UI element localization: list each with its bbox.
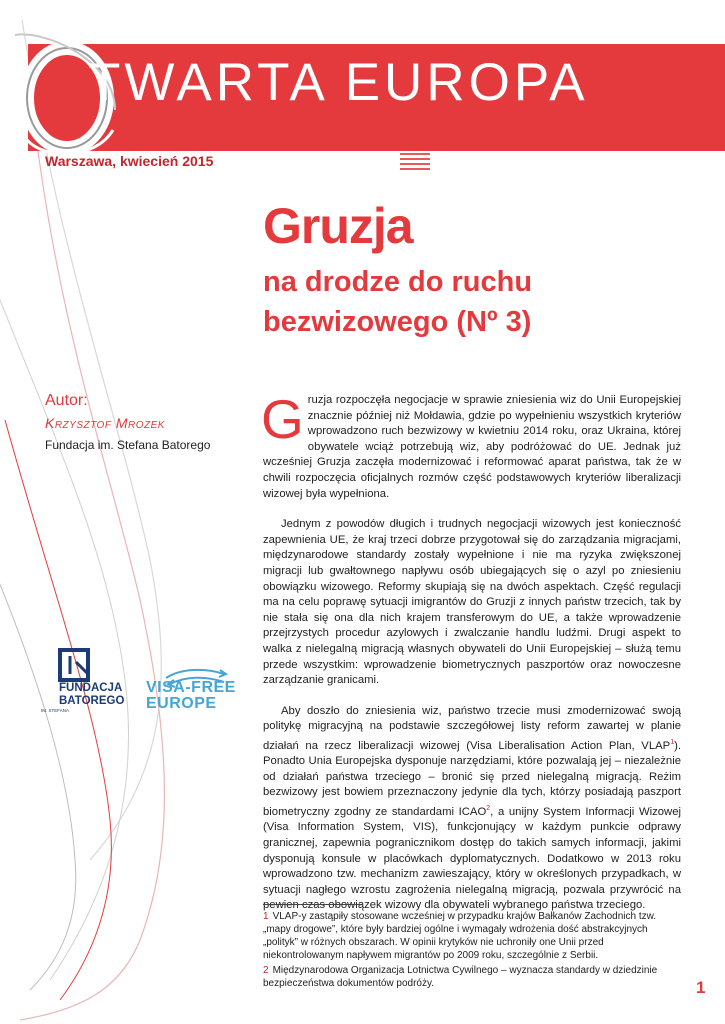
footnote-1: 1 VLAP-y zastąpiły stosowane wcześniej w przypadku krajów Bałkanów Zachodnich tzw. „mapy drogowe”, które były bardziej ogólne i wymagały wdrożenia dość abstrakcyjnych „polityk” w różnych obszarach. W opinii krytyków nie uchroniły one Unii przed niekontrolowanym napływem migrantów po 2009 roku, szczególnie z Serbii. (263, 911, 657, 961)
subtitle-line-2: bezwizowego (Nº 3) (263, 306, 532, 338)
footnotes (263, 910, 683, 992)
banner-stripes (400, 128, 430, 173)
fundacja-logo-small: IM. STEFANA (41, 708, 70, 713)
paragraph-2: Jednym z powodów długich i trudnych negocjacji wizowych jest konieczność zapewnienia UE, że kraj trzeci dobrze przygotował się do zarządzania migracjami, międzynarodowe standardy zostały wypełnione i nie ma ryzyka zwiększonej migracji lub gwałtownego napływu osób ubiegających się o azyl po zniesieniu obowiązku wizowego. Reformy skupiają się na dwóch aspektach. Część regulacji ma na celu poprawę sytuacji imigrantów do Gruzji z innych państw trzecich, tak by nie stała się ona dla nich krajem transferowym do UE, a także wprowadzenie przejrzystych procedur azylowych i zwalczanie handlu ludźmi. Drugi aspekt to walka z nielegalną migracją własnych obywateli do Unii Europejskiej – służą temu przede wszystkim: wprowadzenie biometrycznych paszportów oraz nowoczesne zarządzanie granicami. (263, 518, 681, 687)
drop-cap: G (261, 388, 304, 450)
footnote-ref-2[interactable]: 2 (486, 805, 491, 813)
fundacja-logo-text: FUNDACJA BATOREGO (59, 682, 125, 707)
article-body (261, 388, 681, 929)
subtitle-line-1: na drodze do ruchu (263, 266, 533, 298)
footnote-2: 2 Międzynarodowa Organizacja Lotnictwa Cywilnego – wyznacza standardy w dziedzinie bezpieczeństwa dokumentów podróży. (263, 965, 658, 989)
date-place: Warszawa, kwiecień 2015 (45, 153, 214, 169)
footnote-divider (263, 904, 363, 905)
author-label: Autor: (45, 392, 88, 409)
banner-title: TWARTA EUROPA (88, 53, 589, 112)
page-number: 1 (696, 978, 706, 997)
visa-free-logo-text: VISA-FREE EUROPE (146, 679, 236, 712)
author-name: Krzysztof Mrozek (45, 415, 165, 431)
paragraph-1: Gruzja rozpoczęła negocjacje w sprawie zniesienia wiz do Unii Europejskiej znacznie później niż Mołdawia, gdzie po wypełnieniu wszystkich kryteriów wprowadzono ruch bezwizowy w kwietniu 2014 roku, oraz Ukraina, której obywatele wciąż potrzebują wiz, aby podróżować do UE. Jednak już wcześniej Gruzja zaczęła modernizować i reformować aparat państwa, tak że w chwili rozpoczęcia oficjalnych rozmów część podstawowych kryteriów liberalizacji wizowej była wypełniona. (261, 388, 681, 500)
footnote-ref-1[interactable]: 1 (670, 738, 675, 746)
page-subtitle (263, 262, 683, 342)
author-org: Fundacja im. Stefana Batorego (45, 438, 211, 452)
page-title: Gruzja (263, 198, 413, 254)
paragraph-3: Aby doszło do zniesienia wiz, państwo trzecie musi zmodernizować swoją politykę migracyjną na podstawie szczegółowej listy reform zawartej w planie działań na rzecz liberalizacji wizowej (Visa Liberalisation Action Plan, VLAP$^1$). Ponadto Unia Europejska dysponuje narzędziami, które pozwalają jej – niezależnie od działań państwa trzeciego – bronić się przed nielegalną migracją. Reżim bezwizowy jest bowiem przeznaczony jedynie dla tych, którzy posiadają paszport biometryczny zgodny ze standardami ICAO$^2$, a unijny System Informacji Wizowej (Visa Information System, VIS), funkcjonujący w każdym punkcie odprawy granicznej, zapewnia pogranicznikom dostęp do takich samych informacji, jakimi dysponują konsule w placówkach dyplomatycznych. Dodatkowo w 2013 roku wprowadzono tzw. mechanizm zawieszający, który w określonych przypadkach, w sytuacji nagłego wzrostu zagrożenia nielegalną migracją, pozwala przywrócić na pewien czas obowiązek wizowy dla obywateli wybranego państwa trzeciego. (263, 704, 681, 912)
